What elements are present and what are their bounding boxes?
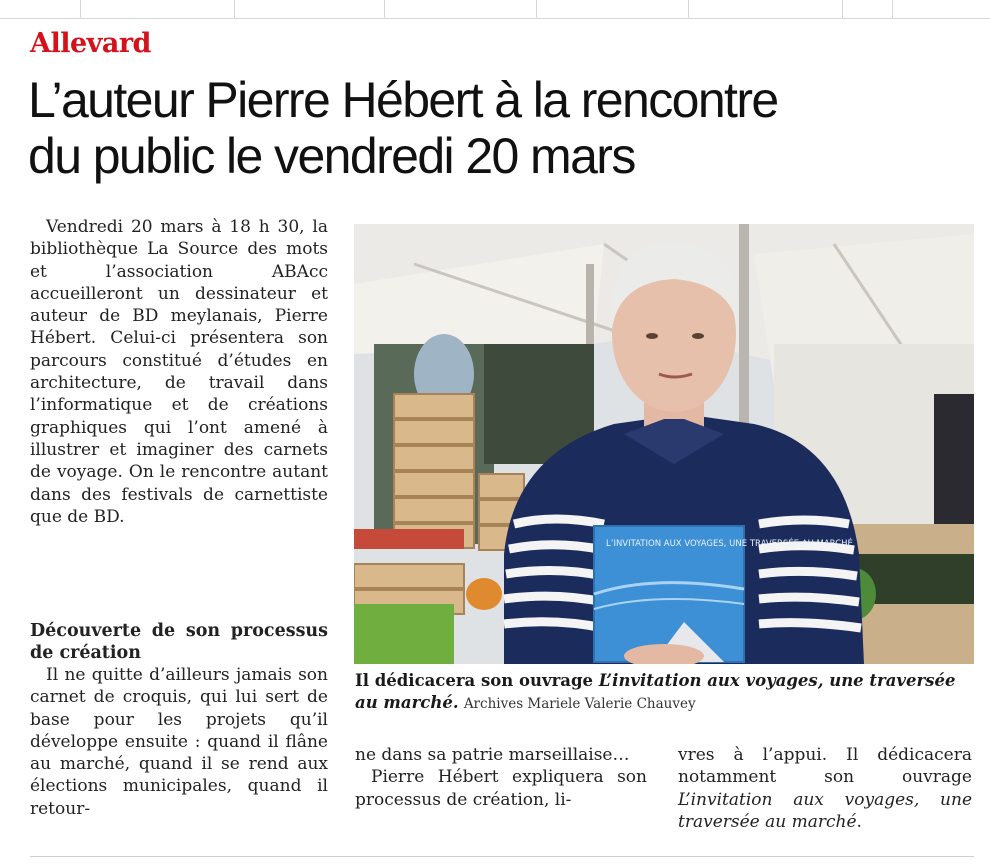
body-paragraph-2b: Pierre Hébert expliquera son processus de création, li- — [355, 767, 647, 810]
photo-credit: Archives Mariele Valerie Chauvey — [463, 696, 696, 712]
body-paragraph-1: Il ne quitte d’ailleurs jamais son carnet de croquis, qui lui sert de base pour les projets qu’il développe ensuite : quand il flâne au marché, quand il se rend aux élections municipales, quand il retour- — [30, 665, 328, 819]
photo-illustration — [354, 224, 974, 664]
caption-book-title: L’invitation aux voyages, une traversée au marché. — [355, 671, 956, 712]
photo-caption — [355, 670, 975, 715]
body-paragraph-2a: ne dans sa patrie marseillaise… — [355, 745, 630, 765]
column-1-continued — [30, 620, 328, 820]
headline-line-2: du public le vendredi 20 mars — [28, 128, 635, 184]
intro-paragraph: Vendredi 20 mars à 18 h 30, la bibliothèque La Source des mots et l’association ABAcc accueilleront un dessinateur et auteur de BD meylanais, Pierre Hébert. Celui-ci présentera son parcours constitué d’études en architecture, de travail dans l’informatique et de créations graphiques qui l’ont amené à illustrer et imaginer des carnets de voyage. On le rencontre autant dans des festivals de carnettiste que de BD. — [30, 217, 328, 527]
body-text-3: vres à l’appui. Il dédicacera notamment son ouvrage — [678, 745, 972, 788]
section-rubric: Allevard — [30, 28, 151, 59]
caption-text: Il dédicacera son ouvrage — [355, 671, 599, 690]
body-paragraph-3 — [678, 744, 972, 833]
book-cover-title: L’INVITATION AUX VOYAGES, UNE TRAVERSÉE AU MARCHÉ — [606, 539, 853, 549]
column-3 — [678, 744, 972, 833]
bottom-rule — [30, 856, 974, 857]
top-rule — [0, 0, 990, 19]
body-book-title: L’invitation aux voyages, une traversée au marché — [678, 789, 972, 832]
article-photo — [354, 224, 974, 664]
headline-line-1: L’auteur Pierre Hébert à la rencontre — [28, 72, 778, 128]
body-text-3-end: . — [856, 811, 862, 832]
column-1-intro — [30, 216, 328, 528]
article-headline — [28, 72, 968, 184]
subheading: Découverte de son processus de création — [30, 621, 328, 663]
column-2 — [355, 744, 647, 811]
